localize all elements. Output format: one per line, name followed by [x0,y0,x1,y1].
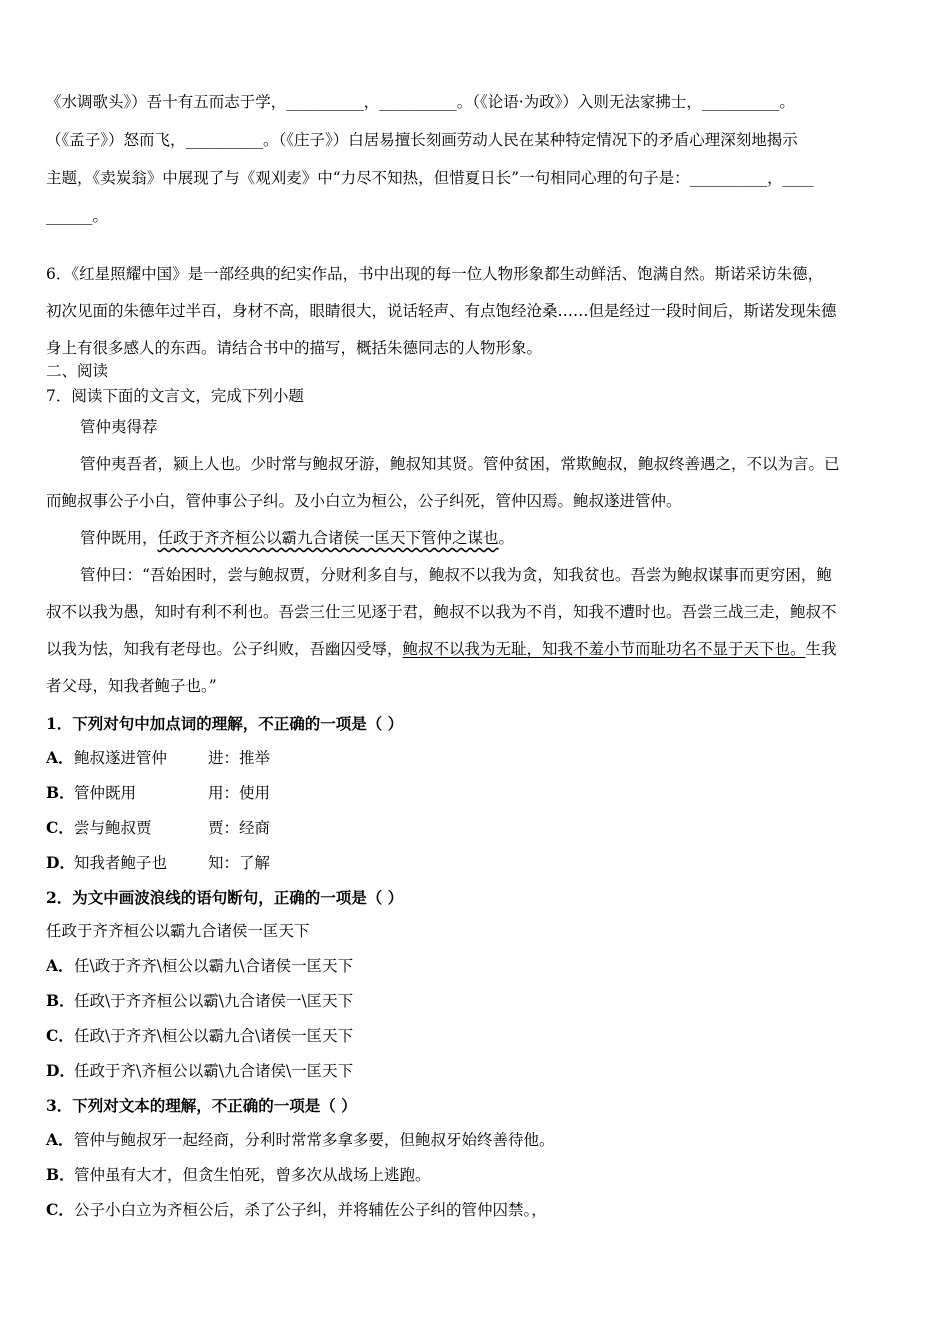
option-label: C． [46,1026,74,1045]
passage-line: 管仲曰：“吾始困时，尝与鲍叔贾，分财利多自与，鲍叔不以我为贪，知我贫也。吾尝为鲍叔谋事而更穷困，鲍 [80,566,832,584]
question-6 [46,264,902,359]
option-gloss: 知：了解 [208,854,271,872]
option-label: D． [46,853,75,872]
option-row [46,1060,902,1082]
fill-in-paragraph [46,92,902,227]
question-list [46,713,902,1221]
text-line: （《孟子》）怒而飞，__________。（《庄子》）白居易擅长刻画劳动人民在某种特定情况下的矛盾心理深刻地揭示 [46,131,798,149]
option-gloss: 贾：经商 [208,819,271,837]
option-gloss: 用：使用 [208,784,271,802]
question-stem: 2．为文中画波浪线的语句断句，正确的一项是（ ） [46,888,404,907]
wavy-underlined-sentence: 任政于齐齐桓公以霸九合诸侯一匡天下管仲之谋也 [157,529,499,547]
option-row [46,1129,902,1151]
option-text: 管仲与鲍叔牙一起经商，分利时常常多拿多要，但鲍叔牙始终善待他。 [74,1131,555,1149]
passage-text: 管仲既用， [80,529,158,547]
option-text: 管仲虽有大才，但贪生怕死，曾多次从战场上逃跑。 [74,1166,431,1184]
option-row [46,817,902,839]
option-row [46,1025,902,1047]
option-label: C． [46,818,74,837]
section-title: 二、阅读 [46,362,109,380]
option-label: A． [46,1130,74,1149]
option-row [46,955,902,977]
option-row [46,782,902,804]
text-line: ______。 [46,207,109,225]
passage-title: 管仲夷得荐 [80,418,158,436]
passage-text: 以我为怯，知我有老母也。公子纠败，吾幽囚受辱， [46,640,403,658]
text-line: 初次见面的朱德年过半百，身材不高，眼睛很大，说话轻声、有点饱经沧桑……但是经过一段时间后，斯诺发现朱德 [46,302,837,320]
option-row [46,852,902,874]
option-text: 任政于齐\齐桓公以霸\九合诸侯\一匡天下 [74,1062,354,1080]
option-row [46,747,902,769]
option-phrase: 鲍叔遂进管仲 [74,749,168,767]
option-phrase: 管仲既用 [74,784,137,802]
question-stem: 1．下列对句中加点词的理解，不正确的一项是（ ） [46,714,404,733]
text-line: 《水调歌头》）吾十有五而志于学，__________，__________。（《论语·为政》）入则无法家拂士，__________。 [46,93,795,111]
passage-text: 。 [498,529,515,547]
option-row [46,1199,902,1221]
option-text: 公子小白立为齐桓公后，杀了公子纠，并将辅佐公子纠的管仲囚禁。， [74,1201,547,1219]
underlined-sentence: 鲍叔不以我为无耻，知我不羞小节而耻功名不显于天下也。 [402,640,806,658]
passage-line [80,528,902,549]
option-row [46,990,902,1012]
option-phrase: 知我者鲍子也 [74,854,168,872]
option-label: A． [46,956,74,975]
question-sentence: 任政于齐齐桓公以霸九合诸侯一匡天下 [46,922,310,940]
option-phrase: 尝与鲍叔贾 [74,819,152,837]
option-text: 任\政于齐齐\桓公以霸九\合诸侯一匡天下 [74,957,354,975]
option-label: B． [46,1165,75,1184]
option-label: A． [46,748,74,767]
document-page [46,92,902,1234]
passage-line: 叔不以我为愚，知时有利不利也。吾尝三仕三见逐于君，鲍叔不以我为不肖，知我不遭时也。吾尝三战三走，鲍叔不 [46,603,837,621]
passage-line: 管仲夷吾者，颍上人也。少时常与鲍叔牙游，鲍叔知其贤。管仲贫困，常欺鲍叔，鲍叔终善遇之，不以为言。已 [80,455,840,473]
passage-line [46,639,902,660]
option-gloss: 进：推举 [208,749,271,767]
passage-line: 者父母，知我者鲍子也。” [46,677,217,695]
passage-text: 生我 [805,640,837,658]
option-text: 任政\于齐齐\桓公以霸九合\诸侯一匡天下 [74,1027,354,1045]
option-label: D． [46,1061,75,1080]
text-line: 主题，《卖炭翁》中展现了与《观刈麦》中“力尽不知热，但惜夏日长”一句相同心理的句子是：__________，____ [46,169,814,187]
option-label: B． [46,783,75,802]
text-line: 6．《红星照耀中国》是一部经典的纪实作品，书中出现的每一位人物形象都生动鲜活、饱满自然。斯诺采访朱德， [46,265,824,283]
question-7-intro: 7．阅读下面的文言文，完成下列小题 [46,387,304,405]
classical-passage [46,417,902,697]
option-label: B． [46,991,75,1010]
question-stem: 3．下列对文本的理解，不正确的一项是（ ） [46,1096,357,1115]
option-row [46,1164,902,1186]
passage-line: 而鲍叔事公子小白，管仲事公子纠。及小白立为桓公，公子纠死，管仲囚焉。鲍叔遂进管仲。 [46,492,682,510]
option-label: C． [46,1200,74,1219]
option-text: 任政\于齐齐桓公以霸\九合诸侯一\匡天下 [74,992,354,1010]
text-line: 身上有很多感人的东西。请结合书中的描写，概括朱德同志的人物形象。 [46,339,543,357]
